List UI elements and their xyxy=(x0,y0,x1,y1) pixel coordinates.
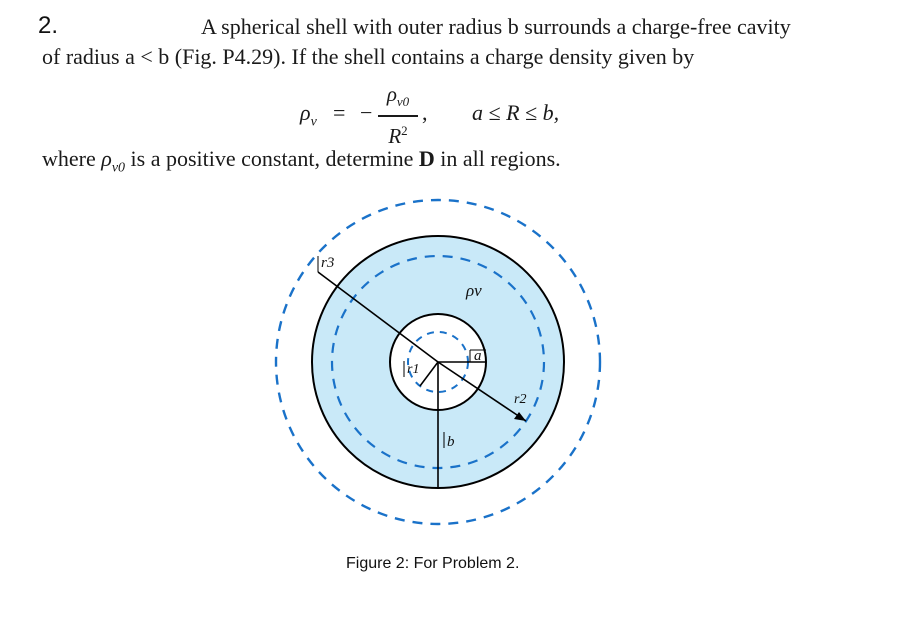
eq-lhs xyxy=(300,100,317,130)
line3-rho xyxy=(101,146,126,176)
problem-number: 2. xyxy=(38,12,59,39)
eq-numerator xyxy=(378,82,418,114)
line3-rho-subscript: v0 xyxy=(111,160,126,176)
eq-comma: , xyxy=(422,100,428,125)
eq-numerator-symbol: ρ xyxy=(386,82,397,106)
eq-denominator xyxy=(378,118,418,149)
problem-text-line-3 xyxy=(42,146,561,176)
eq-equals: = xyxy=(333,100,346,125)
eq-denominator-power: 2 xyxy=(401,122,408,138)
label-r2: r2 xyxy=(514,392,527,407)
eq-fraction xyxy=(378,82,418,149)
figure-caption: Figure 2: For Problem 2. xyxy=(346,555,520,572)
eq-numerator-subscript: v0 xyxy=(396,94,410,110)
line3-prefix: where xyxy=(42,146,102,171)
eq-denominator-symbol: R xyxy=(388,123,402,148)
eq-minus: − xyxy=(360,100,373,125)
eq-fraction-bar xyxy=(378,115,418,117)
label-b: b xyxy=(447,434,455,450)
label-r1: r1 xyxy=(407,362,420,377)
problem-text-line-1: A spherical shell with outer radius b surrounds a charge-free cavity xyxy=(201,14,791,39)
line3-rho-symbol: ρ xyxy=(101,146,112,171)
eq-lhs-subscript: v xyxy=(310,114,317,130)
problem-text-line-2: of radius a < b (Fig. P4.29). If the shell contains a charge density given by xyxy=(42,44,695,69)
spherical-shell-figure xyxy=(270,190,630,535)
line3-suffix: in all regions. xyxy=(434,146,561,171)
eq-condition: a ≤ R ≤ b, xyxy=(472,100,560,125)
line3-middle: is a positive constant, determine xyxy=(125,146,419,171)
label-rho-v: ρv xyxy=(466,281,482,300)
eq-lhs-symbol: ρ xyxy=(300,100,311,125)
line3-bold-D: D xyxy=(418,146,435,171)
label-r3: r3 xyxy=(321,255,335,271)
label-a: a xyxy=(474,348,482,364)
